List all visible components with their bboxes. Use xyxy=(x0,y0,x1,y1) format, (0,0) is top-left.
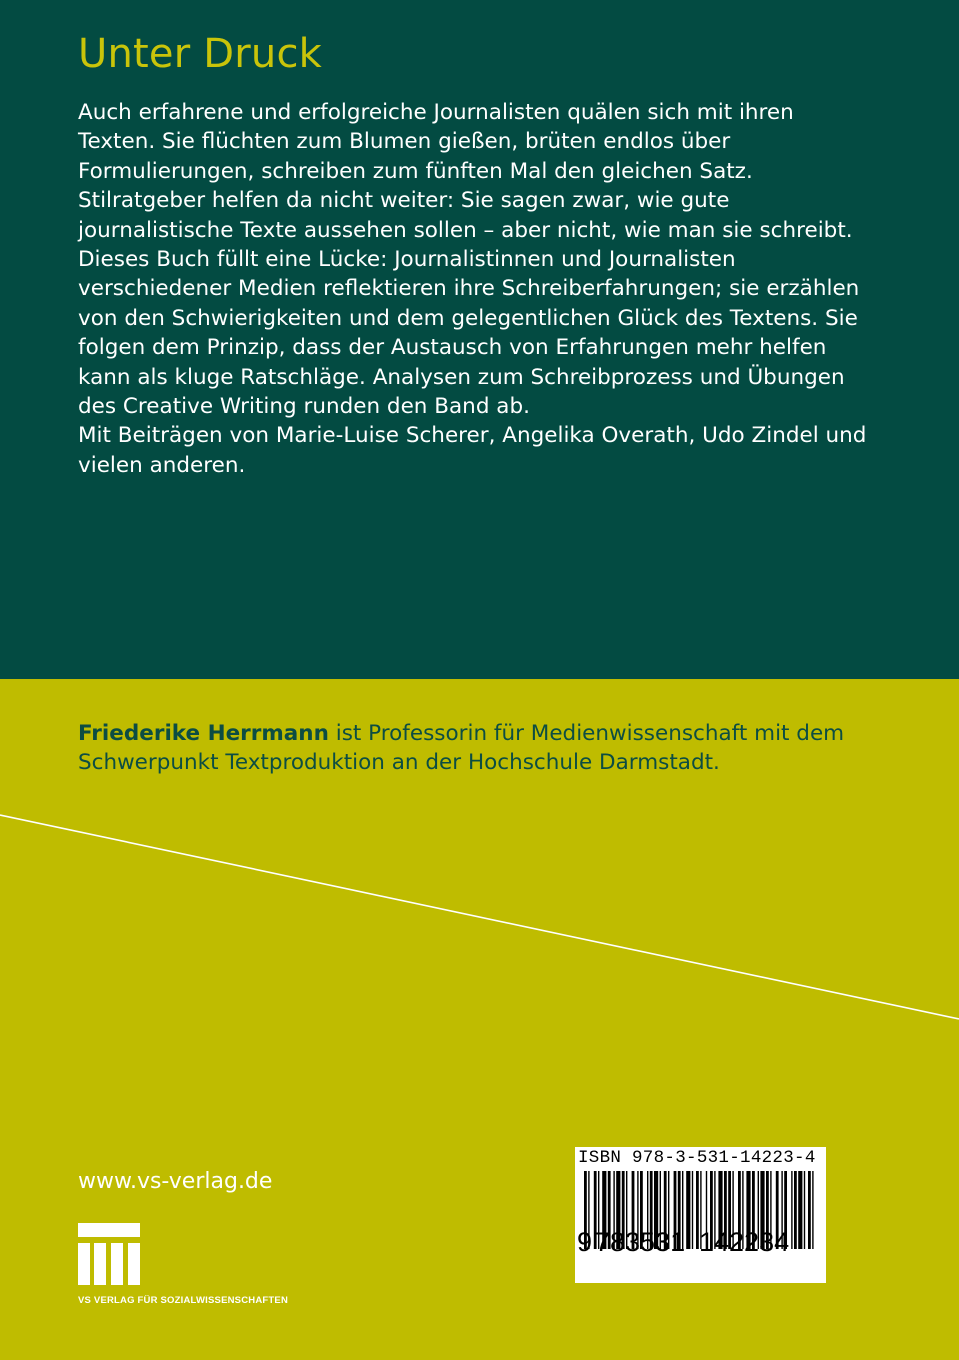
description-paragraph-2: Dieses Buch füllt eine Lücke: Journalistinnen und Journalisten verschiedener Medien reflektieren ihre Schreiberfahrungen; sie erzählen von den Schwierigkeiten und dem gelegentlichen Glück des Textens. Sie folgen dem Prinzip, dass der Austausch von Erfahrungen mehr helfen kann als kluge Ratschläge. Analysen zum Schreibprozess und Übungen des Creative Writing runden den Band ab. xyxy=(78,247,860,420)
ean-digits-right: 142234 xyxy=(699,1227,790,1257)
publisher-logo xyxy=(78,1223,328,1306)
barcode-bar xyxy=(791,1171,792,1249)
barcode-bar xyxy=(804,1171,805,1249)
publisher-website[interactable]: www.vs-verlag.de xyxy=(78,1169,273,1194)
publisher-logo-icon xyxy=(78,1223,140,1285)
barcode-bar xyxy=(808,1171,811,1249)
book-title: Unter Druck xyxy=(78,31,323,77)
description-paragraph-3: Mit Beiträgen von Marie-Luise Scherer, Angelika Overath, Udo Zindel und vielen anderen. xyxy=(78,423,867,478)
ean-digits-left: 783531 xyxy=(595,1227,686,1257)
barcode-bar xyxy=(692,1171,693,1249)
isbn-label: ISBN 978-3-531-14223-4 xyxy=(578,1148,816,1168)
publisher-name: VS VERLAG FÜR SOZIALWISSENSCHAFTEN xyxy=(78,1295,289,1306)
barcode xyxy=(575,1147,826,1283)
upper-panel xyxy=(0,0,959,679)
barcode-bar xyxy=(794,1171,797,1249)
barcode-bar xyxy=(798,1171,802,1249)
book-description xyxy=(78,98,868,480)
author-bio: ist Professorin für Medienwissenschaft mit dem Schwerpunkt Textproduktion an der Hochschule Darmstadt. xyxy=(78,721,845,776)
barcode-bar xyxy=(812,1171,813,1249)
author-name: Friederike Herrmann xyxy=(78,721,329,746)
ean-digit: 9 xyxy=(577,1227,593,1257)
lower-panel xyxy=(0,679,959,1360)
barcode-bar xyxy=(686,1171,690,1249)
description-paragraph-1: Auch erfahrene und erfolgreiche Journalisten quälen sich mit ihren Texten. Sie flüchten zum Blumen gießen, brüten endlos über Formulierungen, schreiben zum fünften Mal den gleichen Satz. Stilratgeber helfen da nicht weiter: Sie sagen zwar, wie gute journalistische Texte aussehen sollen – aber nicht, wie man sie schreibt. xyxy=(78,100,853,243)
